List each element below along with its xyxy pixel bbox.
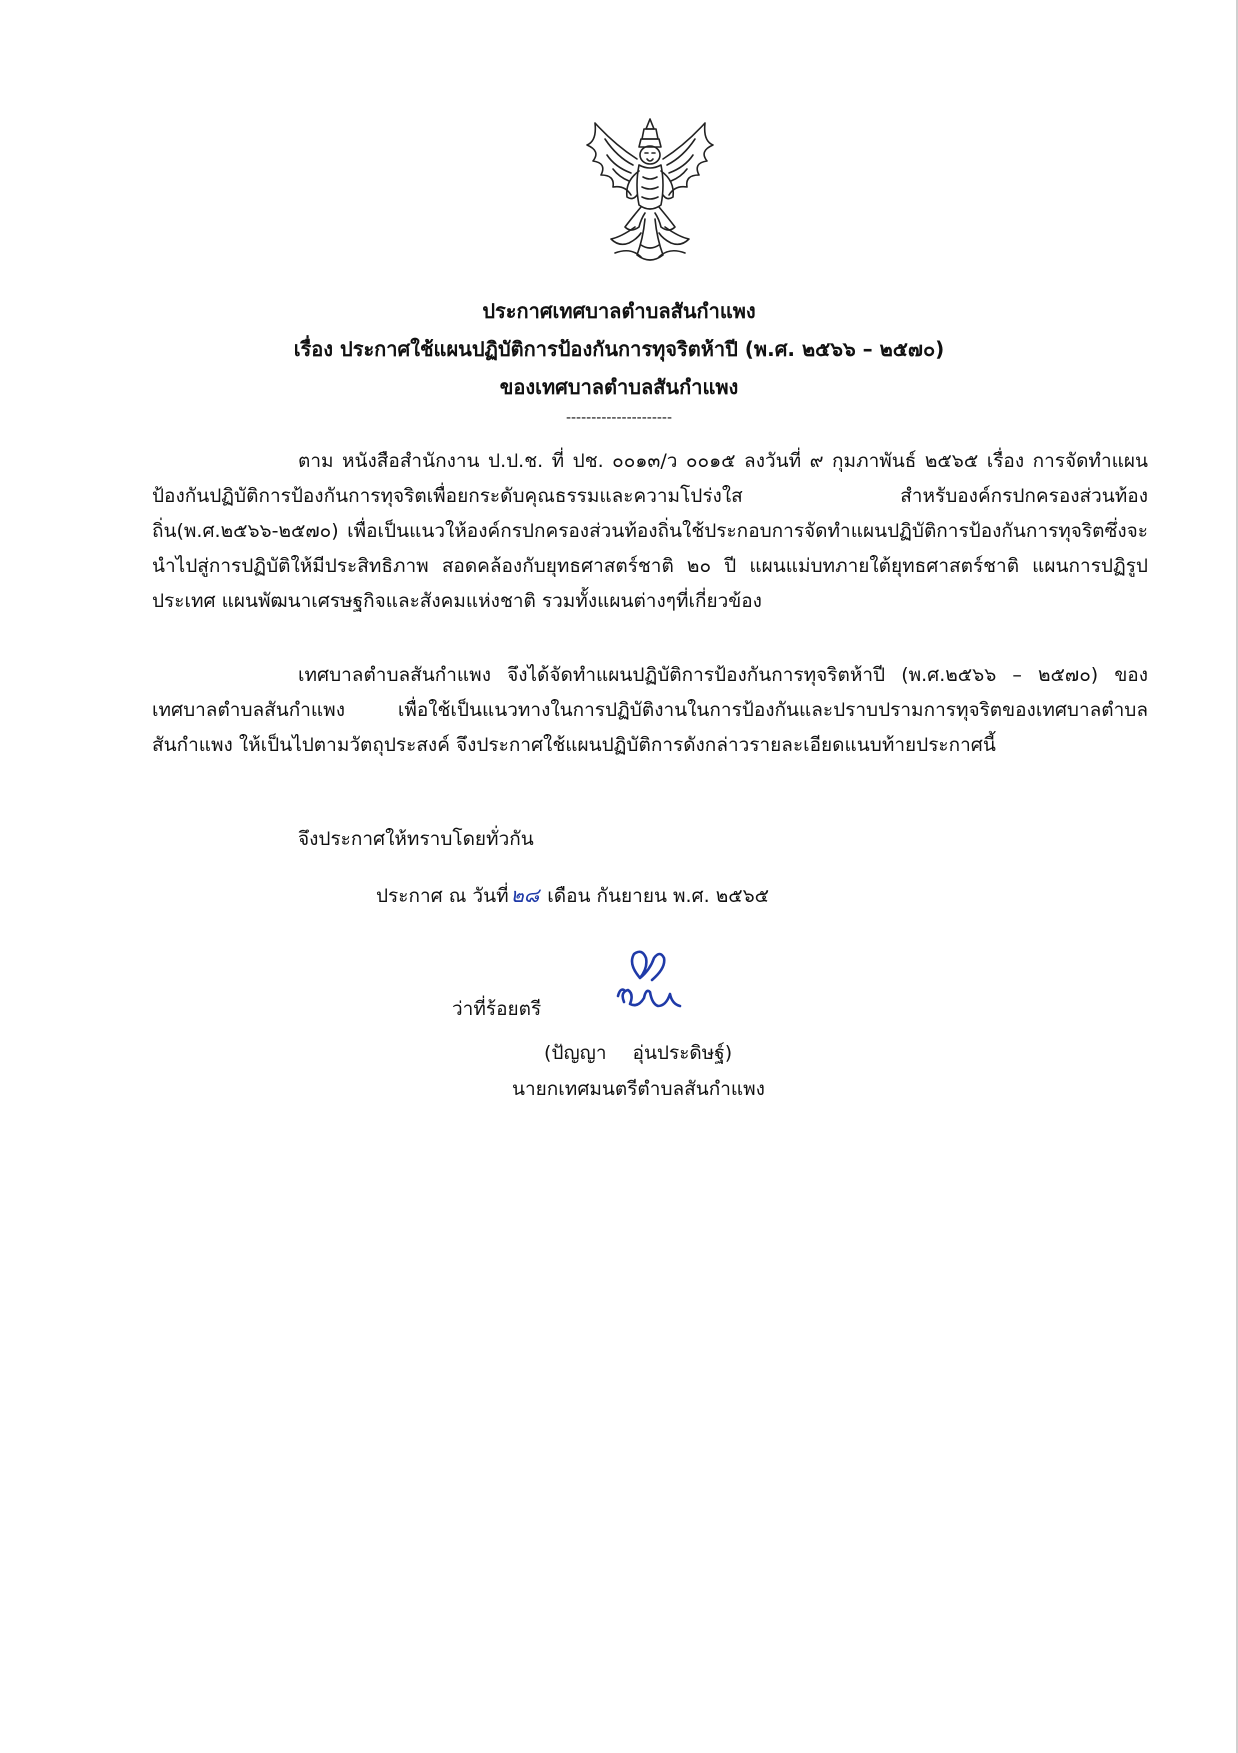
signer-name-first: (ปัญญา [544,1042,607,1064]
signer-title: นายกเทศมนตรีตำบลสันกำแพง [512,1078,765,1100]
title-separator: --------------------- [565,410,673,426]
date-suffix: เดือน กันยายน พ.ศ. ๒๕๖๕ [547,885,770,907]
announcement-subject: เรื่อง ประกาศใช้แผนปฏิบัติการป้องกันการทุจริตห้าปี (พ.ศ. ๒๕๖๖ – ๒๕๗๐) [293,337,945,361]
announcement-date [376,878,769,914]
garuda-emblem-icon [575,115,725,270]
date-day-handwritten: ๒๘ [510,883,540,907]
body-paragraph-2: เทศบาลตำบลสันกำแพง จึงได้จัดทำแผนปฏิบัติการป้องกันการทุจริตห้าปี (พ.ศ.๒๕๖๖ – ๒๕๗๐) ของเทศบาลตำบลสันกำแพง เพื่อใช้เป็นแนวทางในการปฏิบัติงานในการป้องกันและปราบปรามการทุจริตของเทศบาลตำบลสันกำแพง ให้เป็นไปตามวัตถุประสงค์ จึงประกาศใช้แผนปฏิบัติการดังกล่าวรายละเอียดแนบท้ายประกาศนี้ [152,664,1148,756]
signature-icon [610,948,690,1018]
signer-name-last: อุ่นประดิษฐ์) [632,1042,733,1064]
body-paragraph-1: ตาม หนังสือสำนักงาน ป.ป.ช. ที่ ปช. ๐๐๑๓/ว ๐๐๑๕ ลงวันที่ ๙ กุมภาพันธ์ ๒๕๖๕ เรื่อง การจัดทำแผนป้องกันปฏิบัติการป้องกันการทุจริตเพื่อยกระดับคุณธรรมและความโปร่งใส สำหรับองค์กรปกครองส่วนท้องถิ่น(พ.ศ.๒๕๖๖-๒๕๗๐) เพื่อเป็นแนวให้องค์กรปกครองส่วนท้องถิ่นใช้ประกอบการจัดทำแผนปฏิบัติการป้องกันการทุจริตซึ่งจะนำไปสู่การปฏิบัติให้มีประสิทธิภาพ สอดคล้องกับยุทธศาสตร์ชาติ ๒๐ ปี แผนแม่บทภายใต้ยุทธศาสตร์ชาติ แผนการปฏิรูปประเทศ แผนพัฒนาเศรษฐกิจและสังคมแห่งชาติ รวมทั้งแผนต่างๆที่เกี่ยวข้อง [152,450,1148,612]
signer-name [544,1036,732,1071]
date-prefix: ประกาศ ณ วันที่ [376,885,509,907]
closing-statement: จึงประกาศให้ทราบโดยทั่วกัน [298,828,534,850]
announcement-subject-continued: ของเทศบาลตำบลสันกำแพง [499,375,739,399]
announcement-title: ประกาศเทศบาลตำบลสันกำแพง [482,299,756,323]
signer-rank: ว่าที่ร้อยตรี [452,998,542,1020]
